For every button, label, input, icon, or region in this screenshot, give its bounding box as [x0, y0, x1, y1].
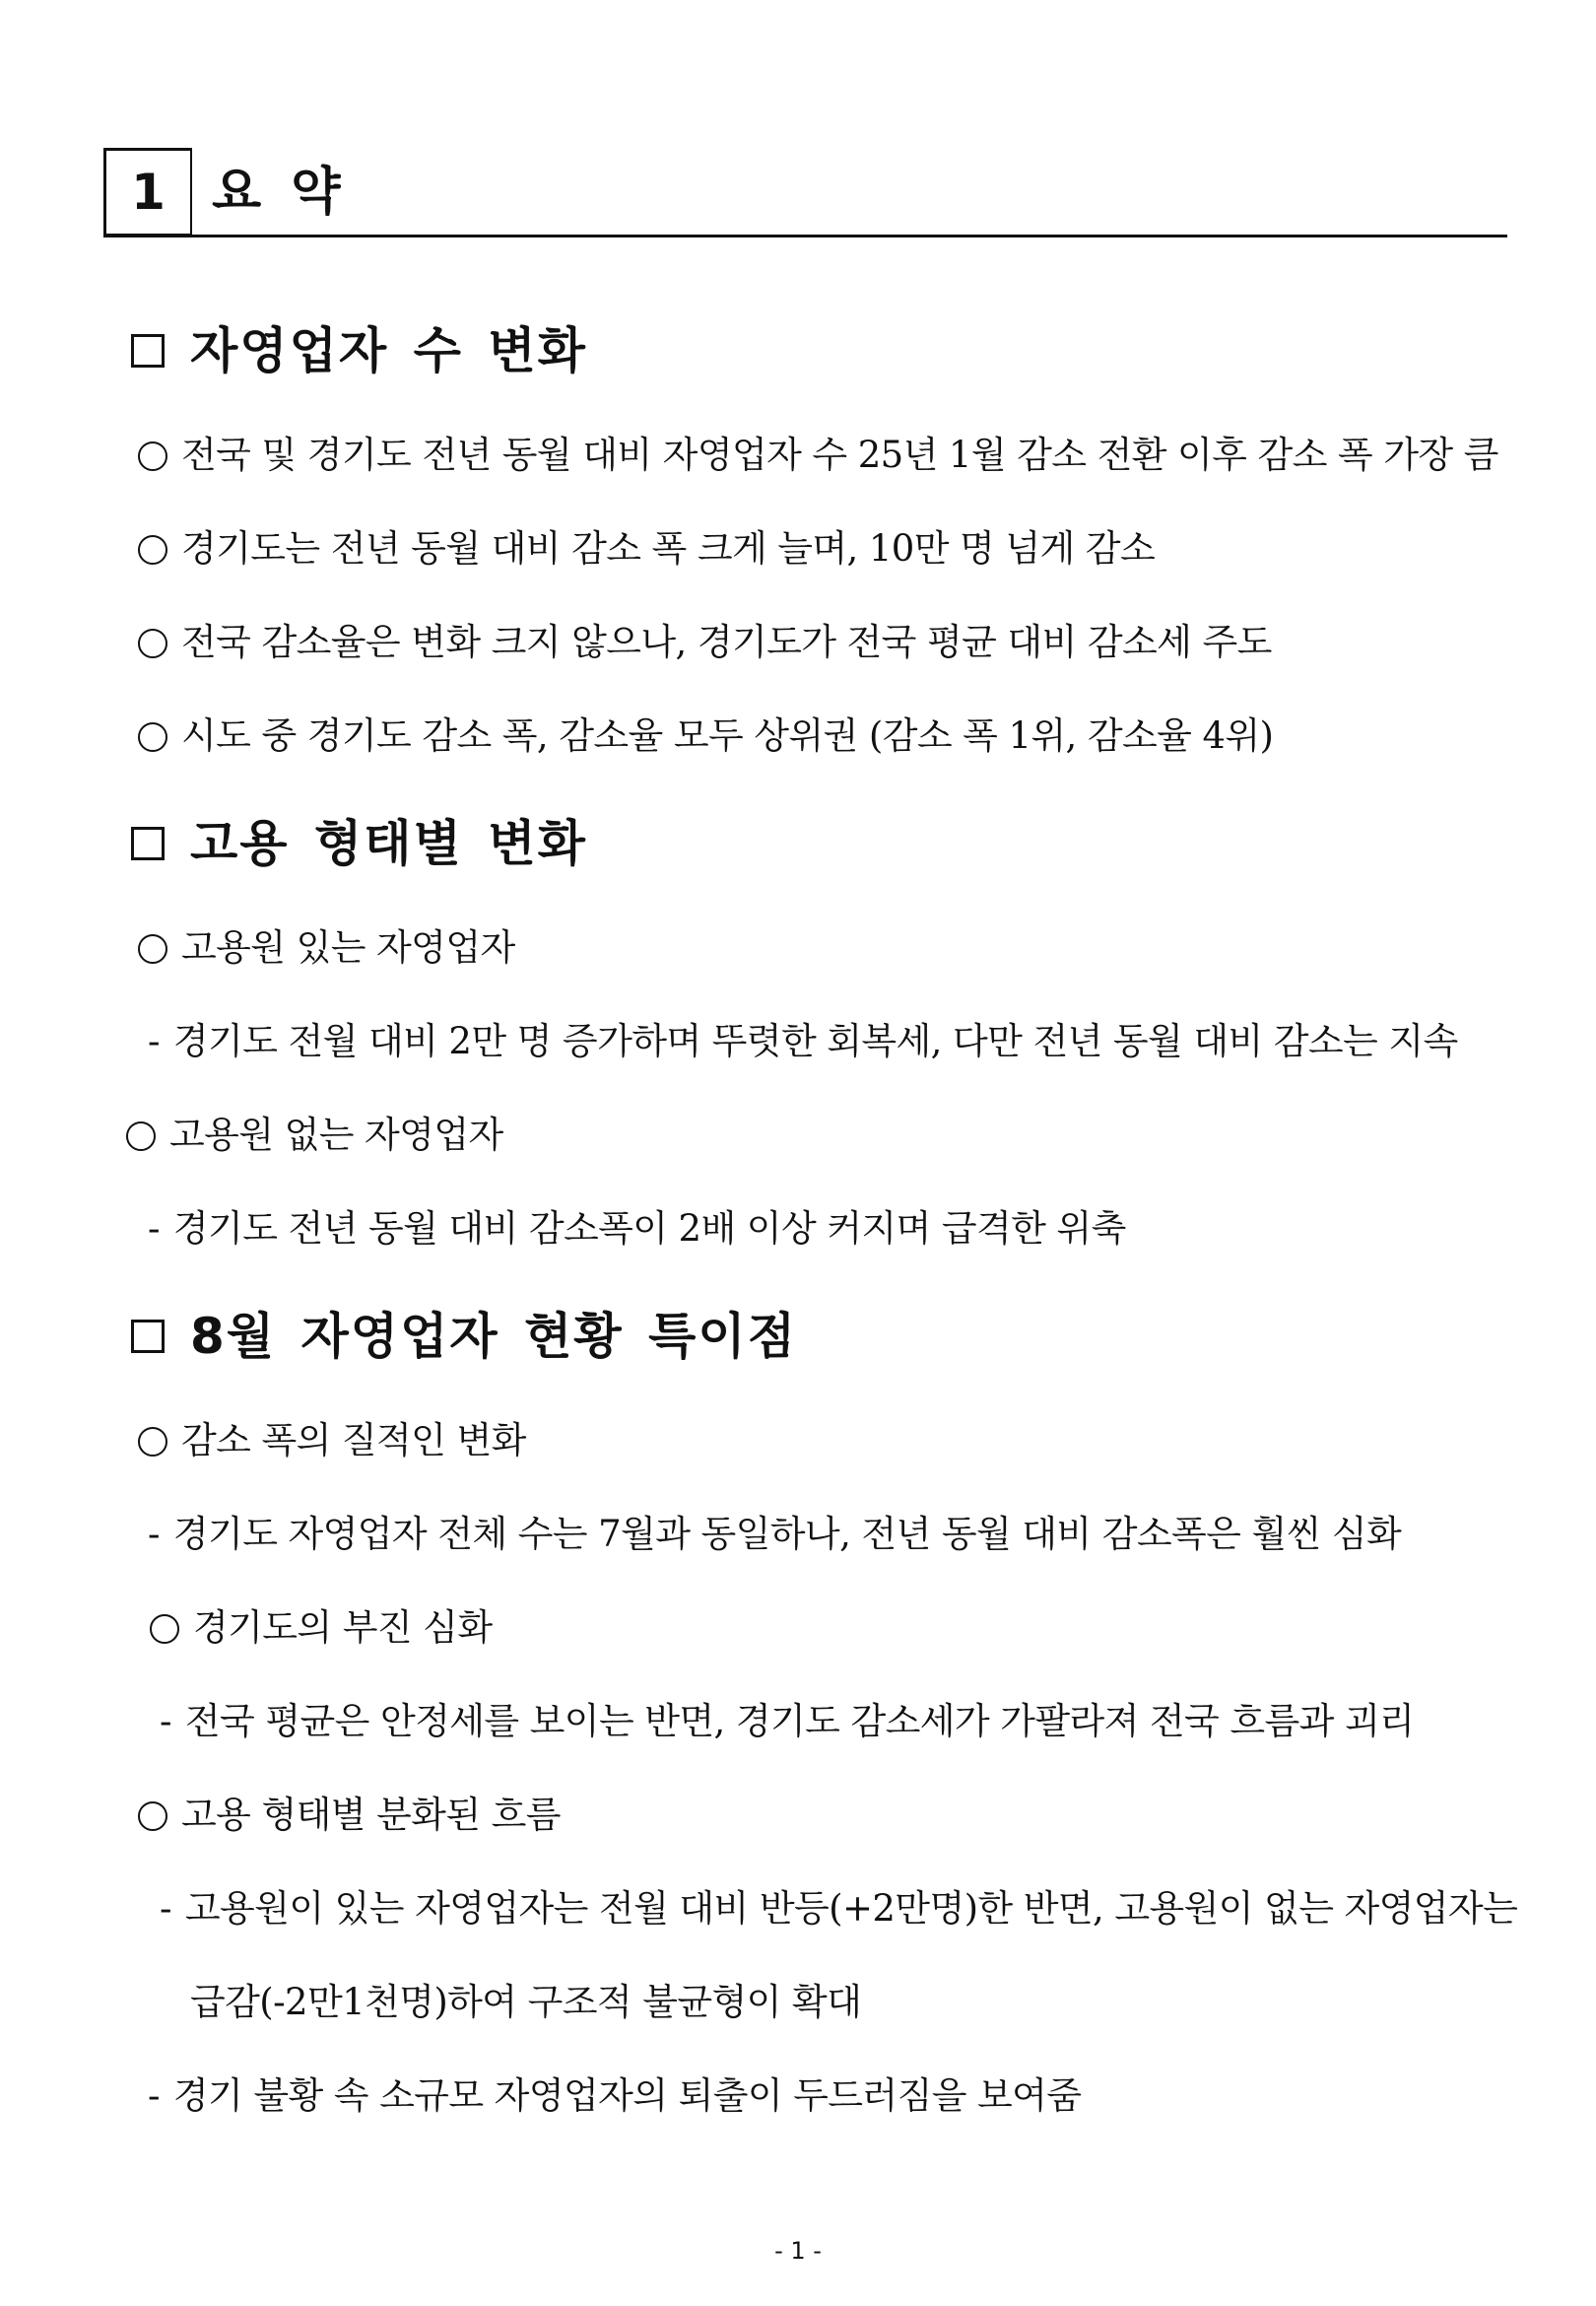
section-heading-employment-type: 고용 형태별 변화	[131, 814, 587, 873]
circle-bullet-icon	[150, 1614, 179, 1644]
dash-marker: -	[148, 2074, 160, 2117]
section-number: 1	[131, 164, 166, 221]
list-subitem: - 전국 평균은 안정세를 보이는 반면, 경기도 감소세가 가팔라져 전국 흐름과 괴리	[160, 1700, 1415, 1742]
title-underline	[103, 235, 1507, 237]
dash-marker: -	[148, 1207, 160, 1250]
section-heading-august-highlights: 8월 자영업자 현황 특이점	[131, 1307, 797, 1366]
dash-marker: -	[148, 1513, 160, 1555]
dash-marker: -	[148, 1020, 160, 1062]
circle-bullet-icon	[138, 1427, 167, 1457]
circle-bullet-icon	[138, 934, 167, 964]
list-item: 전국 및 경기도 전년 동월 대비 자영업자 수 25년 1월 감소 전환 이후 감소 폭 가장 큼	[138, 431, 1498, 480]
circle-bullet-icon	[138, 441, 167, 471]
checkbox-square-icon	[131, 827, 165, 860]
list-item: 감소 폭의 질적인 변화	[138, 1416, 526, 1465]
list-item: 경기도의 부진 심화	[150, 1603, 492, 1653]
list-subitem: - 경기도 전월 대비 2만 명 증가하며 뚜렷한 회복세, 다만 전년 동월 대비 감소는 지속	[148, 1020, 1458, 1062]
dash-marker: -	[160, 1700, 171, 1742]
section-number-box	[103, 148, 192, 237]
circle-bullet-icon	[126, 1121, 156, 1151]
list-subitem: - 고용원이 있는 자영업자는 전월 대비 반등(+2만명)한 반면, 고용원이 없는 자영업자는	[160, 1887, 1518, 1930]
list-item: 고용원 없는 자영업자	[126, 1111, 503, 1160]
checkbox-square-icon	[131, 334, 165, 368]
list-subitem: - 경기도 전년 동월 대비 감소폭이 2배 이상 커지며 급격한 위축	[148, 1207, 1126, 1250]
list-item: 고용원 있는 자영업자	[138, 923, 515, 973]
list-subitem: - 경기 불황 속 소규모 자영업자의 퇴출이 두드러짐을 보여줌	[148, 2074, 1082, 2117]
page-number: - 1 -	[774, 2237, 822, 2265]
circle-bullet-icon	[138, 535, 167, 565]
circle-bullet-icon	[138, 1801, 167, 1831]
section-heading-self-employed-count: 자영업자 수 변화	[131, 321, 587, 380]
list-subitem-continuation: 급감(-2만1천명)하여 구조적 불균형이 확대	[190, 1981, 862, 2023]
page-title: 요 약	[212, 163, 347, 222]
list-item: 전국 감소율은 변화 크지 않으나, 경기도가 전국 평균 대비 감소세 주도	[138, 618, 1272, 667]
list-item: 고용 형태별 분화된 흐름	[138, 1791, 561, 1840]
dash-marker: -	[160, 1887, 171, 1930]
list-subitem: - 경기도 자영업자 전체 수는 7월과 동일하나, 전년 동월 대비 감소폭은 훨씬 심화	[148, 1513, 1402, 1555]
circle-bullet-icon	[138, 722, 167, 752]
circle-bullet-icon	[138, 629, 167, 658]
list-item: 경기도는 전년 동월 대비 감소 폭 크게 늘며, 10만 명 넘게 감소	[138, 524, 1155, 574]
list-item: 시도 중 경기도 감소 폭, 감소율 모두 상위권 (감소 폭 1위, 감소율 4위)	[138, 712, 1273, 761]
checkbox-square-icon	[131, 1320, 165, 1353]
